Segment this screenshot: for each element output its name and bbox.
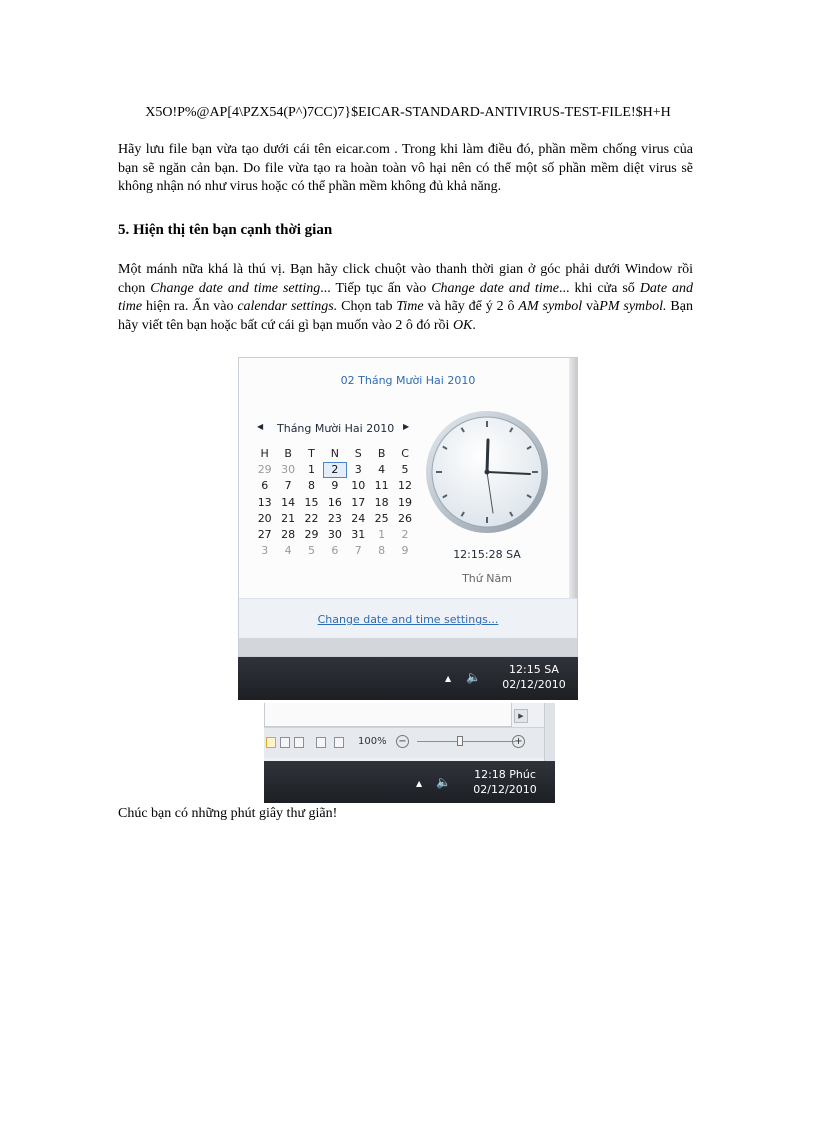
zoom-slider-thumb[interactable] — [457, 736, 463, 746]
toolbar-screenshot — [264, 703, 555, 803]
taskbar — [238, 657, 578, 700]
weekday-label: T — [308, 447, 315, 460]
calendar-day[interactable]: 12 — [398, 479, 413, 493]
weekday-label: C — [401, 447, 409, 460]
italic-term: OK — [452, 317, 473, 333]
calendar-week-row — [253, 462, 417, 478]
italic-term: Change date and time — [431, 280, 559, 296]
current-date-link[interactable]: 02 Tháng Mười Hai 2010 — [340, 374, 476, 387]
italic-term: AM symbol — [518, 299, 583, 314]
scroll-right-icon[interactable]: ▶ — [514, 709, 528, 723]
taskbar-clock[interactable] — [494, 662, 574, 692]
calendar-day[interactable]: 30 — [281, 463, 296, 477]
text-run: . — [472, 317, 476, 333]
calendar-day[interactable]: 27 — [257, 527, 272, 541]
speaker-icon[interactable]: 🔈 — [466, 670, 481, 684]
text-run: Bạn hãy viết tên bạn hoặc bất cứ cái gì bạn muốn vào 2 ô đó rồi — [118, 299, 693, 333]
calendar-day[interactable]: 7 — [354, 544, 362, 558]
calendar-grid — [253, 446, 417, 559]
calendar-day[interactable]: 4 — [284, 544, 292, 558]
text-run: và — [582, 299, 600, 314]
italic-term: PM symbol. — [599, 299, 667, 314]
paragraph-save-file: Hãy lưu file bạn vừa tạo dưới cái tên eicar.com . Trong khi làm điều đó, phần mềm chống virus của bạn sẽ ngăn cản bạn. Do file vừa tạo ra hoàn toàn vô hại nên có thể một số phần mềm diệt virus sẽ không nhận nó như virus hoặc có thể phần mềm không đủ khả năng. — [118, 142, 693, 194]
calendar-day[interactable]: 28 — [281, 527, 296, 541]
italic-term: calendar settings. — [237, 299, 338, 314]
calendar-day[interactable]: 1 — [378, 527, 386, 541]
calendar-day[interactable]: 5 — [401, 463, 409, 477]
calendar-day[interactable]: 26 — [398, 511, 413, 525]
analog-clock-icon — [425, 410, 549, 534]
month-navigation — [255, 422, 415, 438]
calendar-day[interactable]: 13 — [257, 495, 272, 509]
calendar-day[interactable]: 22 — [304, 511, 319, 525]
text-run: và hãy để ý 2 ô — [423, 299, 519, 314]
calendar-day[interactable]: 18 — [374, 495, 389, 509]
calendar-day[interactable]: 4 — [378, 463, 386, 477]
vertical-scrollbar[interactable] — [544, 703, 555, 763]
calendar-week-row — [253, 495, 417, 511]
calendar-day[interactable]: 10 — [351, 479, 366, 493]
prev-month-icon[interactable]: ◀ — [257, 422, 264, 431]
calendar-day[interactable]: 9 — [331, 479, 339, 493]
calendar-day[interactable]: 30 — [327, 527, 342, 541]
clock-day: Thứ Năm — [462, 572, 512, 585]
calendar-day[interactable]: 9 — [401, 544, 409, 558]
calendar-day[interactable]: 29 — [304, 527, 319, 541]
calendar-day[interactable]: 7 — [284, 479, 292, 493]
zoom-slider-track[interactable] — [417, 741, 515, 742]
calendar-week-row — [253, 511, 417, 527]
calendar-day[interactable]: 29 — [257, 463, 272, 477]
calendar-day[interactable]: 6 — [331, 544, 339, 558]
calendar-day[interactable]: 14 — [281, 495, 296, 509]
eicar-test-string: X5O!P%@AP[4\PZX54(P^)7CC)7}$EICAR-STANDARD-ANTIVIRUS-TEST-FILE!$H+H — [145, 105, 671, 120]
taskbar-clock[interactable] — [460, 767, 550, 797]
taskbar-date: 02/12/2010 — [473, 783, 537, 796]
reading-view-icon[interactable] — [280, 737, 290, 748]
italic-term: Change date and time setting — [150, 280, 321, 296]
italic-term: Time — [396, 299, 424, 314]
calendar-week-row — [253, 543, 417, 559]
tray-expand-icon[interactable]: ▲ — [416, 779, 423, 788]
calendar-week-row — [253, 478, 417, 494]
calendar-day[interactable]: 3 — [261, 544, 269, 558]
weekday-label: H — [260, 447, 269, 460]
taskbar-date: 02/12/2010 — [502, 678, 566, 691]
calendar-day[interactable]: 2 — [401, 527, 409, 541]
weekday-label: N — [330, 447, 339, 460]
calendar-day[interactable]: 6 — [261, 479, 269, 493]
paragraph-instructions — [118, 261, 693, 335]
month-title[interactable]: Tháng Mười Hai 2010 — [277, 422, 395, 435]
speaker-icon[interactable]: 🔈 — [436, 775, 451, 789]
calendar-day[interactable]: 24 — [351, 511, 366, 525]
text-run: ... Tiếp tục ấn vào — [320, 280, 432, 296]
calendar-day[interactable]: 15 — [304, 495, 319, 509]
calendar-day[interactable]: 17 — [351, 495, 366, 509]
draft-view-icon[interactable] — [334, 737, 344, 748]
calendar-day[interactable]: 8 — [307, 479, 315, 493]
web-layout-view-icon[interactable] — [294, 737, 304, 748]
taskbar-time: 12:15 SA — [509, 663, 559, 676]
outline-view-icon[interactable] — [316, 737, 326, 748]
text-run: ... khi cửa sổ — [558, 280, 640, 296]
clock-time: 12:15:28 SA — [453, 548, 521, 561]
document-area — [264, 703, 512, 727]
calendar-day[interactable]: 16 — [327, 495, 342, 509]
change-date-time-link[interactable]: Change date and time settings... — [317, 613, 499, 626]
italic-term: Date and time — [118, 280, 694, 314]
weekday-header-row — [253, 446, 417, 462]
calendar-day[interactable]: 8 — [378, 544, 386, 558]
calendar-day[interactable]: 23 — [327, 511, 342, 525]
window-strip — [239, 638, 578, 657]
status-bar — [264, 727, 555, 758]
section-heading: 5. Hiện thị tên bạn cạnh thời gian — [118, 222, 333, 238]
calendar-day[interactable]: 3 — [354, 463, 362, 477]
calendar-day[interactable]: 21 — [281, 511, 296, 525]
zoom-level[interactable]: 100% — [358, 736, 387, 747]
text-run: Một mánh nữa khá là thú vị. Bạn hãy click chuột vào thanh thời gian ở góc phải dưới Window rồi chọn — [118, 262, 693, 296]
calendar-week-row — [253, 527, 417, 543]
print-layout-view-icon[interactable] — [266, 737, 276, 748]
calendar-day[interactable]: 11 — [374, 479, 389, 493]
zoom-in-icon[interactable]: + — [512, 735, 525, 748]
weekday-label: S — [354, 447, 362, 460]
weekday-label: B — [377, 447, 386, 460]
calendar-day[interactable]: 20 — [257, 511, 272, 525]
calendar-day[interactable]: 25 — [374, 511, 389, 525]
calendar-day[interactable]: 1 — [307, 463, 315, 477]
text-run: hiện ra. Ấn vào — [142, 299, 238, 314]
weekday-label: B — [284, 447, 292, 460]
taskbar — [264, 761, 555, 803]
next-month-icon[interactable]: ▶ — [403, 422, 410, 431]
text-run: Chọn tab — [337, 299, 397, 314]
zoom-out-icon[interactable]: − — [396, 735, 409, 748]
calendar-day-today[interactable]: 2 — [323, 462, 346, 478]
closing-line: Chúc bạn có những phút giây thư giãn! — [118, 806, 338, 821]
document-window-bottom — [264, 703, 555, 763]
calendar-day[interactable]: 31 — [351, 527, 366, 541]
taskbar-time: 12:18 Phúc — [474, 768, 536, 781]
tray-expand-icon[interactable]: ▲ — [445, 674, 452, 683]
calendar-screenshot — [238, 357, 578, 700]
calendar-day[interactable]: 19 — [398, 495, 413, 509]
date-time-popup — [238, 357, 578, 657]
calendar-day[interactable]: 5 — [307, 544, 315, 558]
